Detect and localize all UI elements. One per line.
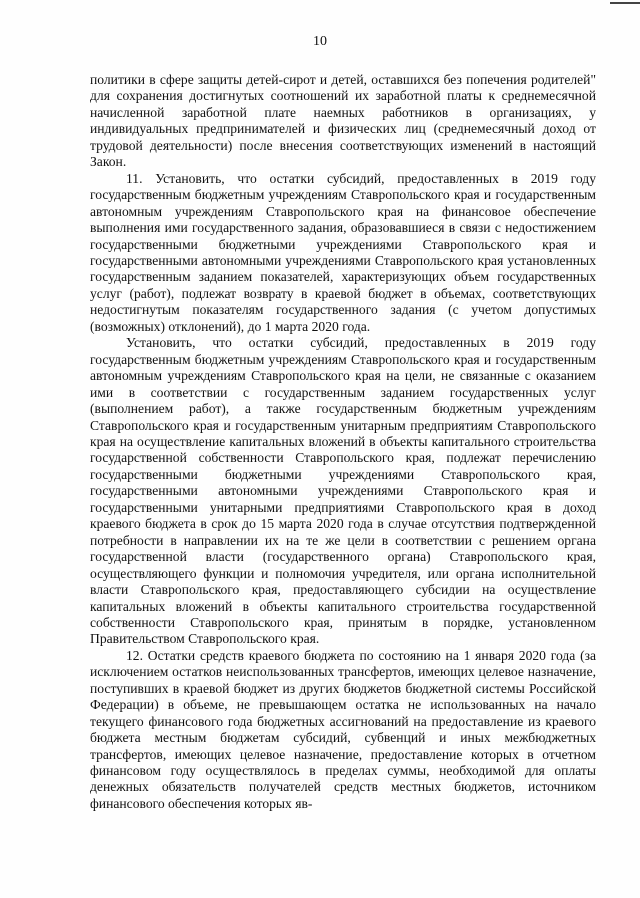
paragraph-item-12: 12. Остатки средств краевого бюджета по состоянию на 1 января 2020 года (за исключением остатков неиспользованных трансфертов, имеющих целевое назначение, поступивших в краевой бюджет из других бюджетов бюджетной системы Российской Федерации) в объеме, не превышающем остатка не использованных на начало текущего финансового года бюджетных ассигнований на предоставление из краевого бюджета местным бюджетам субсидий, субвенций и иных межбюджетных трансфертов, имеющих целевое назначение, предоставление которых в отчетном финансовом году осуществлялось в пределах суммы, необходимой для оплаты денежных обязательств получателей средств местных бюджетов, источником финансового обеспечения которых яв- [90,647,596,811]
paragraph-continuation: политики в сфере защиты детей-сирот и детей, оставшихся без попечения родителей" для сохранения достигнутых соотношений их заработной платы к среднемесячной начисленной заработной плате наемных работников в организациях, у индивидуальных предпринимателей и физических лиц (среднемесячный доход от трудовой деятельности) после внесения соответствующих изменений в настоящий Закон. [90,72,596,170]
document-body [90,72,596,812]
page-number: 10 [313,34,327,49]
scan-corner-mark [610,2,640,4]
paragraph-item-11: 11. Установить, что остатки субсидий, предоставленных в 2019 году государственным бюджетным учреждениям Ставропольского края и государственным автономным учреждениям Ставропольского края на финансовое обеспечение выполнения ими государственного задания, образовавшиеся в связи с недостижением государственными бюджетными учреждениями Ставропольского края и государственными автономными учреждениями Ставропольского края установленных государственным заданием показателей, характеризующих объем государственных услуг (работ), подлежат возврату в краевой бюджет в объемах, соответствующих недостигнутым показателям государственного задания (с учетом допустимых (возможных) отклонений), до 1 марта 2020 года. [90,170,596,334]
paragraph-item-11-part-2: Установить, что остатки субсидий, предоставленных в 2019 году государственным бюджетным учреждениям Ставропольского края и государственным автономным учреждениям Ставропольского края на цели, не связанные с оказанием ими в соответствии с государственным заданием государственных услуг (выполнением работ), а также государственным бюджетным учреждениям Ставропольского края и государственным унитарным предприятиям Ставропольского края на осуществление капитальных вложений в объекты капитального строительства государственной собственности Ставропольского края, подлежат перечислению государственными бюджетными учреждениями Ставропольского края, государственными автономными учреждениями Ставропольского края и государственными унитарными предприятиями Ставропольского края в доход краевого бюджета в срок до 15 марта 2020 года в случае отсутствия подтвержденной потребности в направлении их на те же цели в соответствии с решением органа государственной власти (государственного органа) Ставропольского края, осуществляющего функции и полномочия учредителя, или органа исполнительной власти Ставропольского края, предоставляющего субсидии на осуществление капитальных вложений в объекты капитального строительства государственной собственности Ставропольского края, принятым в порядке, установленном Правительством Ставропольского края. [90,335,596,647]
